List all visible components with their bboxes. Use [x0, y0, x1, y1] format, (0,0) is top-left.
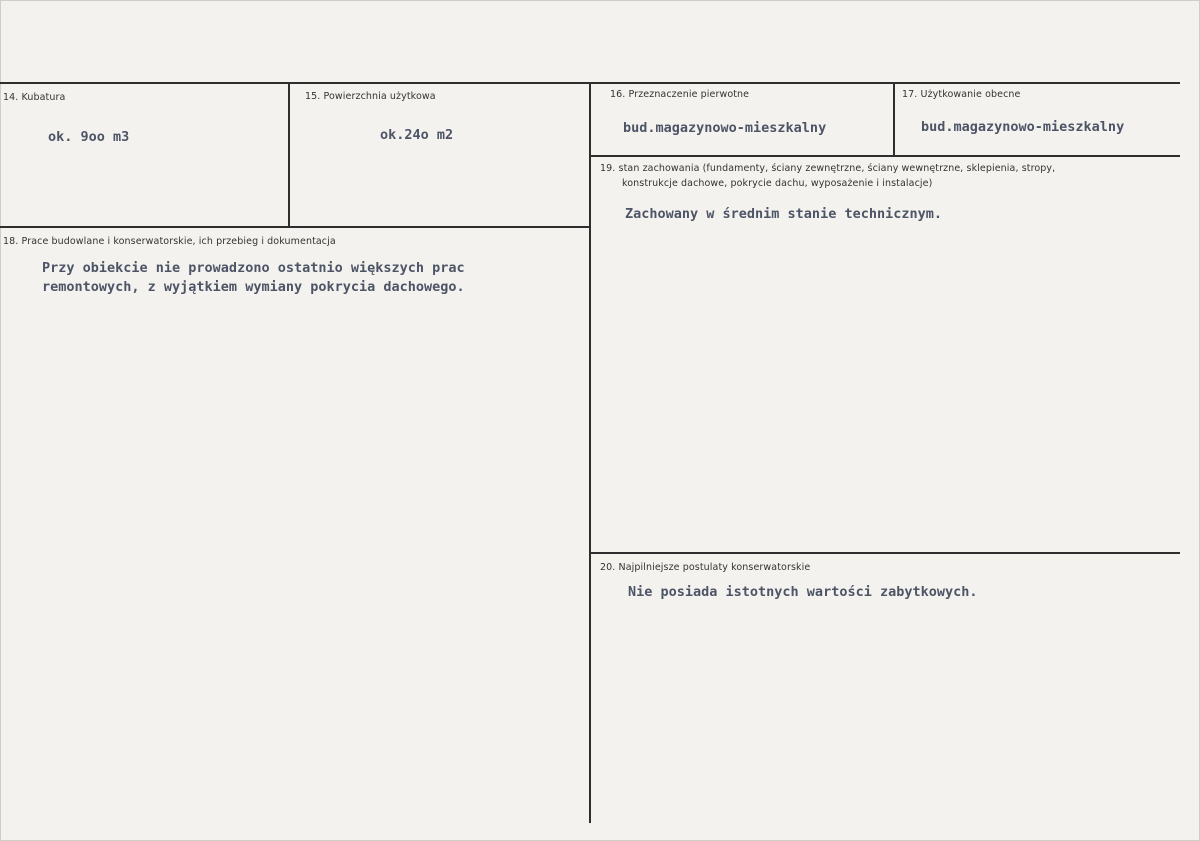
- field-16-value: bud.magazynowo-mieszkalny: [623, 120, 827, 136]
- rule-above-20: [590, 552, 1180, 554]
- rule-under-16-17: [590, 155, 1180, 157]
- divider-16-17: [893, 83, 895, 156]
- field-20-value: Nie posiada istotnych wartości zabytkowych.: [628, 584, 978, 600]
- divider-main-column: [589, 83, 591, 823]
- field-15-value: ok.24o m2: [380, 127, 454, 143]
- field-18-label: 18. Prace budowlane i konserwatorskie, ich przebieg i dokumentacja: [3, 236, 336, 247]
- field-18-line-2: remontowych, z wyjątkiem wymiany pokrycia dachowego.: [42, 279, 465, 295]
- field-17-value: bud.magazynowo-mieszkalny: [921, 119, 1125, 135]
- field-19-value: Zachowany w średnim stanie technicznym.: [625, 206, 942, 222]
- field-17-label: 17. Użytkowanie obecne: [902, 89, 1021, 100]
- rule-under-14-15: [0, 226, 590, 228]
- field-16-label: 16. Przeznaczenie pierwotne: [610, 89, 750, 100]
- field-19-label-line-2: konstrukcje dachowe, pokrycie dachu, wyposażenie i instalacje): [622, 178, 933, 189]
- field-19-label-line-1: 19. stan zachowania (fundamenty, ściany zewnętrzne, ściany wewnętrzne, sklepienia, stropy,: [600, 163, 1056, 174]
- field-14-label: 14. Kubatura: [3, 92, 66, 103]
- field-20-label: 20. Najpilniejsze postulaty konserwatorskie: [600, 562, 811, 573]
- field-15-label: 15. Powierzchnia użytkowa: [305, 91, 436, 102]
- field-18-line-1: Przy obiekcie nie prowadzono ostatnio większych prac: [42, 260, 465, 276]
- field-14-value: ok. 9oo m3: [48, 129, 130, 145]
- divider-14-15: [288, 83, 290, 228]
